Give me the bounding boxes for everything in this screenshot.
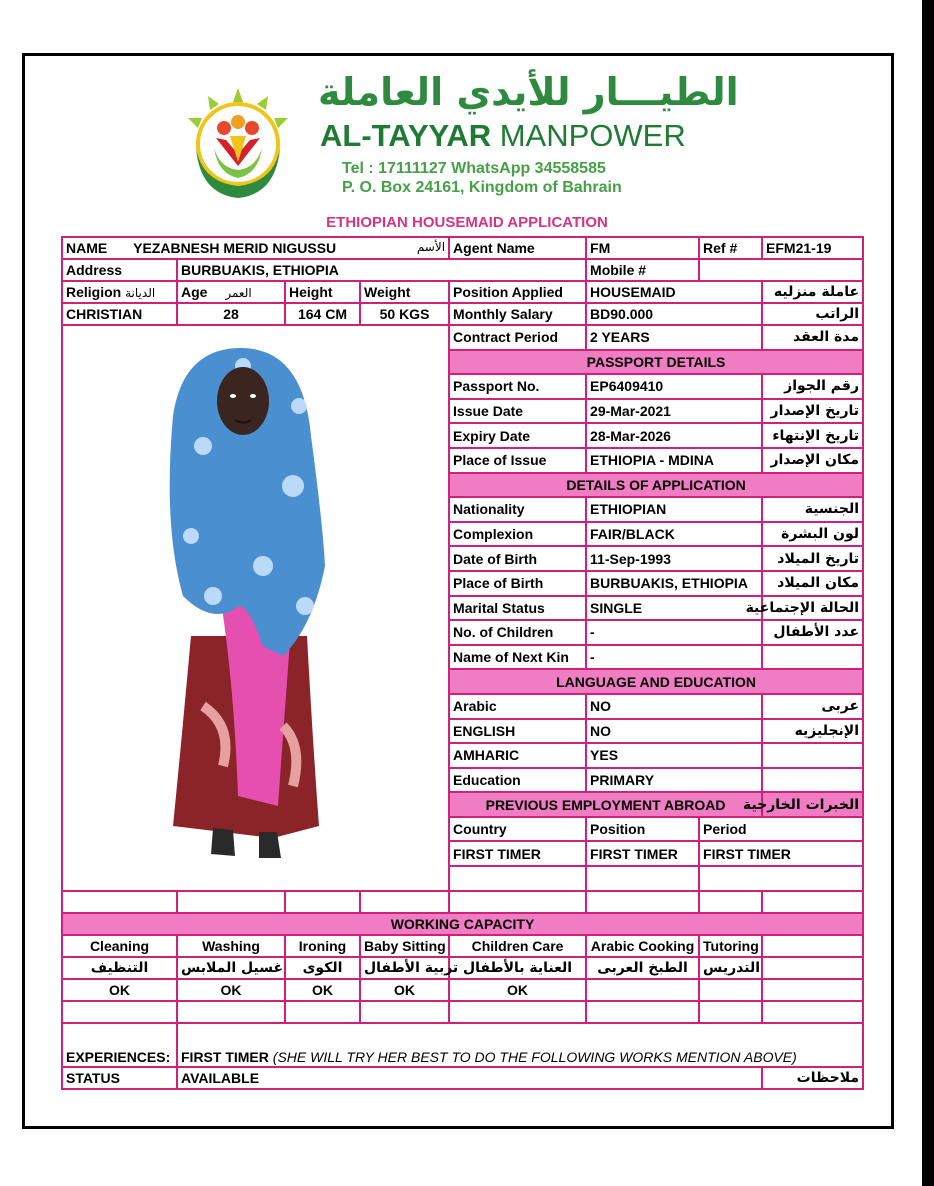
employment-country-header: Country [449, 817, 586, 842]
employment-period-value: FIRST TIMER [699, 841, 863, 866]
expiry-date-label-ar: تاريخ الإنتهاء [762, 423, 863, 448]
marital-status-label-ar: الحالة الإجتماعية [762, 596, 863, 621]
company-arabic-name: الطيـــار للأيدي العاملة [318, 70, 739, 114]
employment-country-value: FIRST TIMER [449, 841, 586, 866]
contract-label-ar: مدة العقد [762, 325, 863, 350]
nationality-label-ar: الجنسية [762, 497, 863, 522]
experiences-cell [177, 1023, 863, 1067]
english-label: ENGLISH [449, 719, 586, 744]
experiences-value: FIRST TIMER [181, 1049, 269, 1065]
row-personal-values [62, 303, 863, 325]
skill-tutoring: Tutoring [699, 935, 762, 957]
employment-section-header-ar: الخبرات الخارجية [762, 792, 863, 817]
weight-label: Weight [360, 281, 449, 303]
blank-cell [285, 1001, 360, 1023]
age-label-cell [177, 281, 285, 303]
name-value: YEZABNESH MERID NIGUSSU [133, 240, 337, 256]
row-skill-names [62, 935, 863, 957]
place-of-birth-label-ar: مكان الميلاد [762, 571, 863, 596]
blank-cell [586, 1001, 699, 1023]
expiry-date-value: 28-Mar-2026 [586, 423, 762, 448]
blank-cell [449, 1001, 586, 1023]
name-cell [62, 237, 449, 259]
skill-children-care-value: OK [449, 979, 586, 1001]
name-label-ar: الأسم [416, 240, 446, 254]
company-name-bold: AL-TAYYAR [320, 118, 492, 153]
row-working-header [62, 913, 863, 935]
blank-cell [699, 891, 762, 913]
children-label: No. of Children [449, 620, 586, 645]
employment-section-header: PREVIOUS EMPLOYMENT ABROAD [449, 792, 762, 817]
passport-number-label-ar: رقم الجواز [762, 374, 863, 399]
name-label: NAME [66, 240, 108, 256]
contract-label: Contract Period [449, 325, 586, 350]
place-of-issue-label: Place of Issue [449, 448, 586, 473]
skill-arabic-cooking-value [586, 979, 699, 1001]
religion-label: Religion [66, 283, 122, 300]
blank-cell [177, 891, 285, 913]
application-title: ETHIOPIAN HOUSEMAID APPLICATION [326, 214, 608, 231]
next-kin-value: - [586, 645, 762, 670]
mobile-label: Mobile # [586, 259, 699, 281]
row-skill-blank [62, 1001, 863, 1023]
passport-number-value: EP6409410 [586, 374, 762, 399]
arabic-label: Arabic [449, 694, 586, 719]
issue-date-value: 29-Mar-2021 [586, 399, 762, 424]
height-label: Height [285, 281, 360, 303]
skill-children-care: Children Care [449, 935, 586, 957]
religion-label-ar: الديانة [125, 285, 156, 300]
blank-cell [62, 1001, 177, 1023]
blank-cell [699, 1001, 762, 1023]
skill-tutoring-ar: التدريس [699, 957, 762, 979]
height-value: 164 CM [285, 303, 360, 325]
position-label: Position Applied [449, 281, 586, 303]
row-contract [62, 325, 863, 350]
row-status [62, 1067, 863, 1089]
blank-cell [177, 1001, 285, 1023]
company-header [0, 0, 934, 240]
education-value: PRIMARY [586, 768, 762, 793]
age-label: Age [181, 283, 208, 300]
weight-value: 50 KGS [360, 303, 449, 325]
row-skill-values [62, 979, 863, 1001]
blank-cell [285, 891, 360, 913]
company-name-rest: MANPOWER [491, 118, 686, 153]
place-of-issue-value: ETHIOPIA - MDINA [586, 448, 762, 473]
employment-position-header: Position [586, 817, 699, 842]
employment-position-value: FIRST TIMER [586, 841, 699, 866]
skill-washing: Washing [177, 935, 285, 957]
experiences-note: (SHE WILL TRY HER BEST TO DO THE FOLLOWING WORKS MENTION ABOVE) [272, 1049, 797, 1065]
blank-cell [762, 979, 863, 1001]
skill-cleaning: Cleaning [62, 935, 177, 957]
age-value: 28 [177, 303, 285, 325]
education-label: Education [449, 768, 586, 793]
marital-status-label: Marital Status [449, 596, 586, 621]
blank-cell [449, 866, 586, 891]
children-value: - [586, 620, 762, 645]
passport-number-label: Passport No. [449, 374, 586, 399]
skill-arabic-cooking: Arabic Cooking [586, 935, 699, 957]
status-label: STATUS [62, 1067, 177, 1089]
skill-ironing-value: OK [285, 979, 360, 1001]
blank-cell [360, 1001, 449, 1023]
nationality-value: ETHIOPIAN [586, 497, 762, 522]
amharic-label-ar [762, 743, 863, 768]
status-label-ar: ملاحظات [762, 1067, 863, 1089]
blank-cell [449, 891, 586, 913]
complexion-label-ar: لون البشرة [762, 522, 863, 547]
blank-cell [762, 935, 863, 957]
row-blank-separator [62, 891, 863, 913]
employment-period-header: Period [699, 817, 863, 842]
address-value: BURBUAKIS, ETHIOPIA [177, 259, 586, 281]
details-section-header: DETAILS OF APPLICATION [449, 473, 863, 498]
blank-cell [586, 866, 699, 891]
children-label-ar: عدد الأطفال [762, 620, 863, 645]
religion-value: CHRISTIAN [62, 303, 177, 325]
blank-cell [762, 1001, 863, 1023]
nationality-label: Nationality [449, 497, 586, 522]
blank-cell [762, 891, 863, 913]
ref-value: EFM21-19 [762, 237, 863, 259]
contract-value: 2 YEARS [586, 325, 762, 350]
company-logo [178, 86, 298, 206]
skill-cleaning-value: OK [62, 979, 177, 1001]
skill-ironing: Ironing [285, 935, 360, 957]
skill-washing-value: OK [177, 979, 285, 1001]
position-value: HOUSEMAID [586, 281, 762, 303]
company-phone-line: Tel : 17111127 WhatsApp 34558585 [342, 160, 606, 177]
blank-cell [699, 866, 863, 891]
blank-cell [762, 957, 863, 979]
complexion-value: FAIR/BLACK [586, 522, 762, 547]
date-of-birth-value: 11-Sep-1993 [586, 546, 762, 571]
date-of-birth-label: Date of Birth [449, 546, 586, 571]
working-capacity-header: WORKING CAPACITY [62, 913, 863, 935]
skill-cleaning-ar: التنظيف [62, 957, 177, 979]
agent-name-label: Agent Name [449, 237, 586, 259]
blank-cell [586, 891, 699, 913]
salary-label: Monthly Salary [449, 303, 586, 325]
company-english-name [320, 118, 686, 154]
row-experiences [62, 1023, 863, 1067]
status-value: AVAILABLE [177, 1067, 762, 1089]
skill-children-care-ar: العناية بالأطفال [449, 957, 586, 979]
amharic-value: YES [586, 743, 762, 768]
blank-cell [62, 891, 177, 913]
place-of-birth-value: BURBUAKIS, ETHIOPIA [586, 571, 762, 596]
expiry-date-label: Expiry Date [449, 423, 586, 448]
skill-ironing-ar: الكوى [285, 957, 360, 979]
applicant-photo [63, 326, 448, 886]
issue-date-label: Issue Date [449, 399, 586, 424]
salary-value: BD90.000 [586, 303, 762, 325]
complexion-label: Complexion [449, 522, 586, 547]
marital-status-value: SINGLE [586, 596, 762, 621]
date-of-birth-label-ar: تاريخ الميلاد [762, 546, 863, 571]
skill-baby-sitting-value: OK [360, 979, 449, 1001]
next-kin-label-ar [762, 645, 863, 670]
address-label: Address [62, 259, 177, 281]
row-name [62, 237, 863, 259]
mobile-value [699, 259, 863, 281]
blank-cell [360, 891, 449, 913]
passport-section-header: PASSPORT DETAILS [449, 350, 863, 375]
next-kin-label: Name of Next Kin [449, 645, 586, 670]
religion-label-cell [62, 281, 177, 303]
experiences-label: EXPERIENCES: [62, 1023, 177, 1067]
language-section-header: LANGUAGE AND EDUCATION [449, 669, 863, 694]
arabic-label-ar: عربى [762, 694, 863, 719]
english-label-ar: الإنجليزيه [762, 719, 863, 744]
row-address [62, 259, 863, 281]
row-personal-labels [62, 281, 863, 303]
education-label-ar [762, 768, 863, 793]
place-of-birth-label: Place of Birth [449, 571, 586, 596]
row-skill-names-ar [62, 957, 863, 979]
age-label-ar: العمر [225, 285, 252, 300]
issue-date-label-ar: تاريخ الإصدار [762, 399, 863, 424]
ref-label: Ref # [699, 237, 762, 259]
photo-cell [62, 325, 449, 891]
agent-name-value: FM [586, 237, 699, 259]
english-value: NO [586, 719, 762, 744]
company-address-line: P. O. Box 24161, Kingdom of Bahrain [342, 179, 622, 196]
amharic-label: AMHARIC [449, 743, 586, 768]
skill-washing-ar: غسيل الملابس [177, 957, 285, 979]
position-label-ar: عاملة منزليه [762, 281, 863, 303]
place-of-issue-label-ar: مكان الإصدار [762, 448, 863, 473]
arabic-value: NO [586, 694, 762, 719]
skill-arabic-cooking-ar: الطبخ العربى [586, 957, 699, 979]
skill-tutoring-value [699, 979, 762, 1001]
skill-baby-sitting: Baby Sitting [360, 935, 449, 957]
salary-label-ar: الراتب [762, 303, 863, 325]
application-form-table [61, 236, 864, 1090]
skill-baby-sitting-ar: تربية الأطفال [360, 957, 449, 979]
